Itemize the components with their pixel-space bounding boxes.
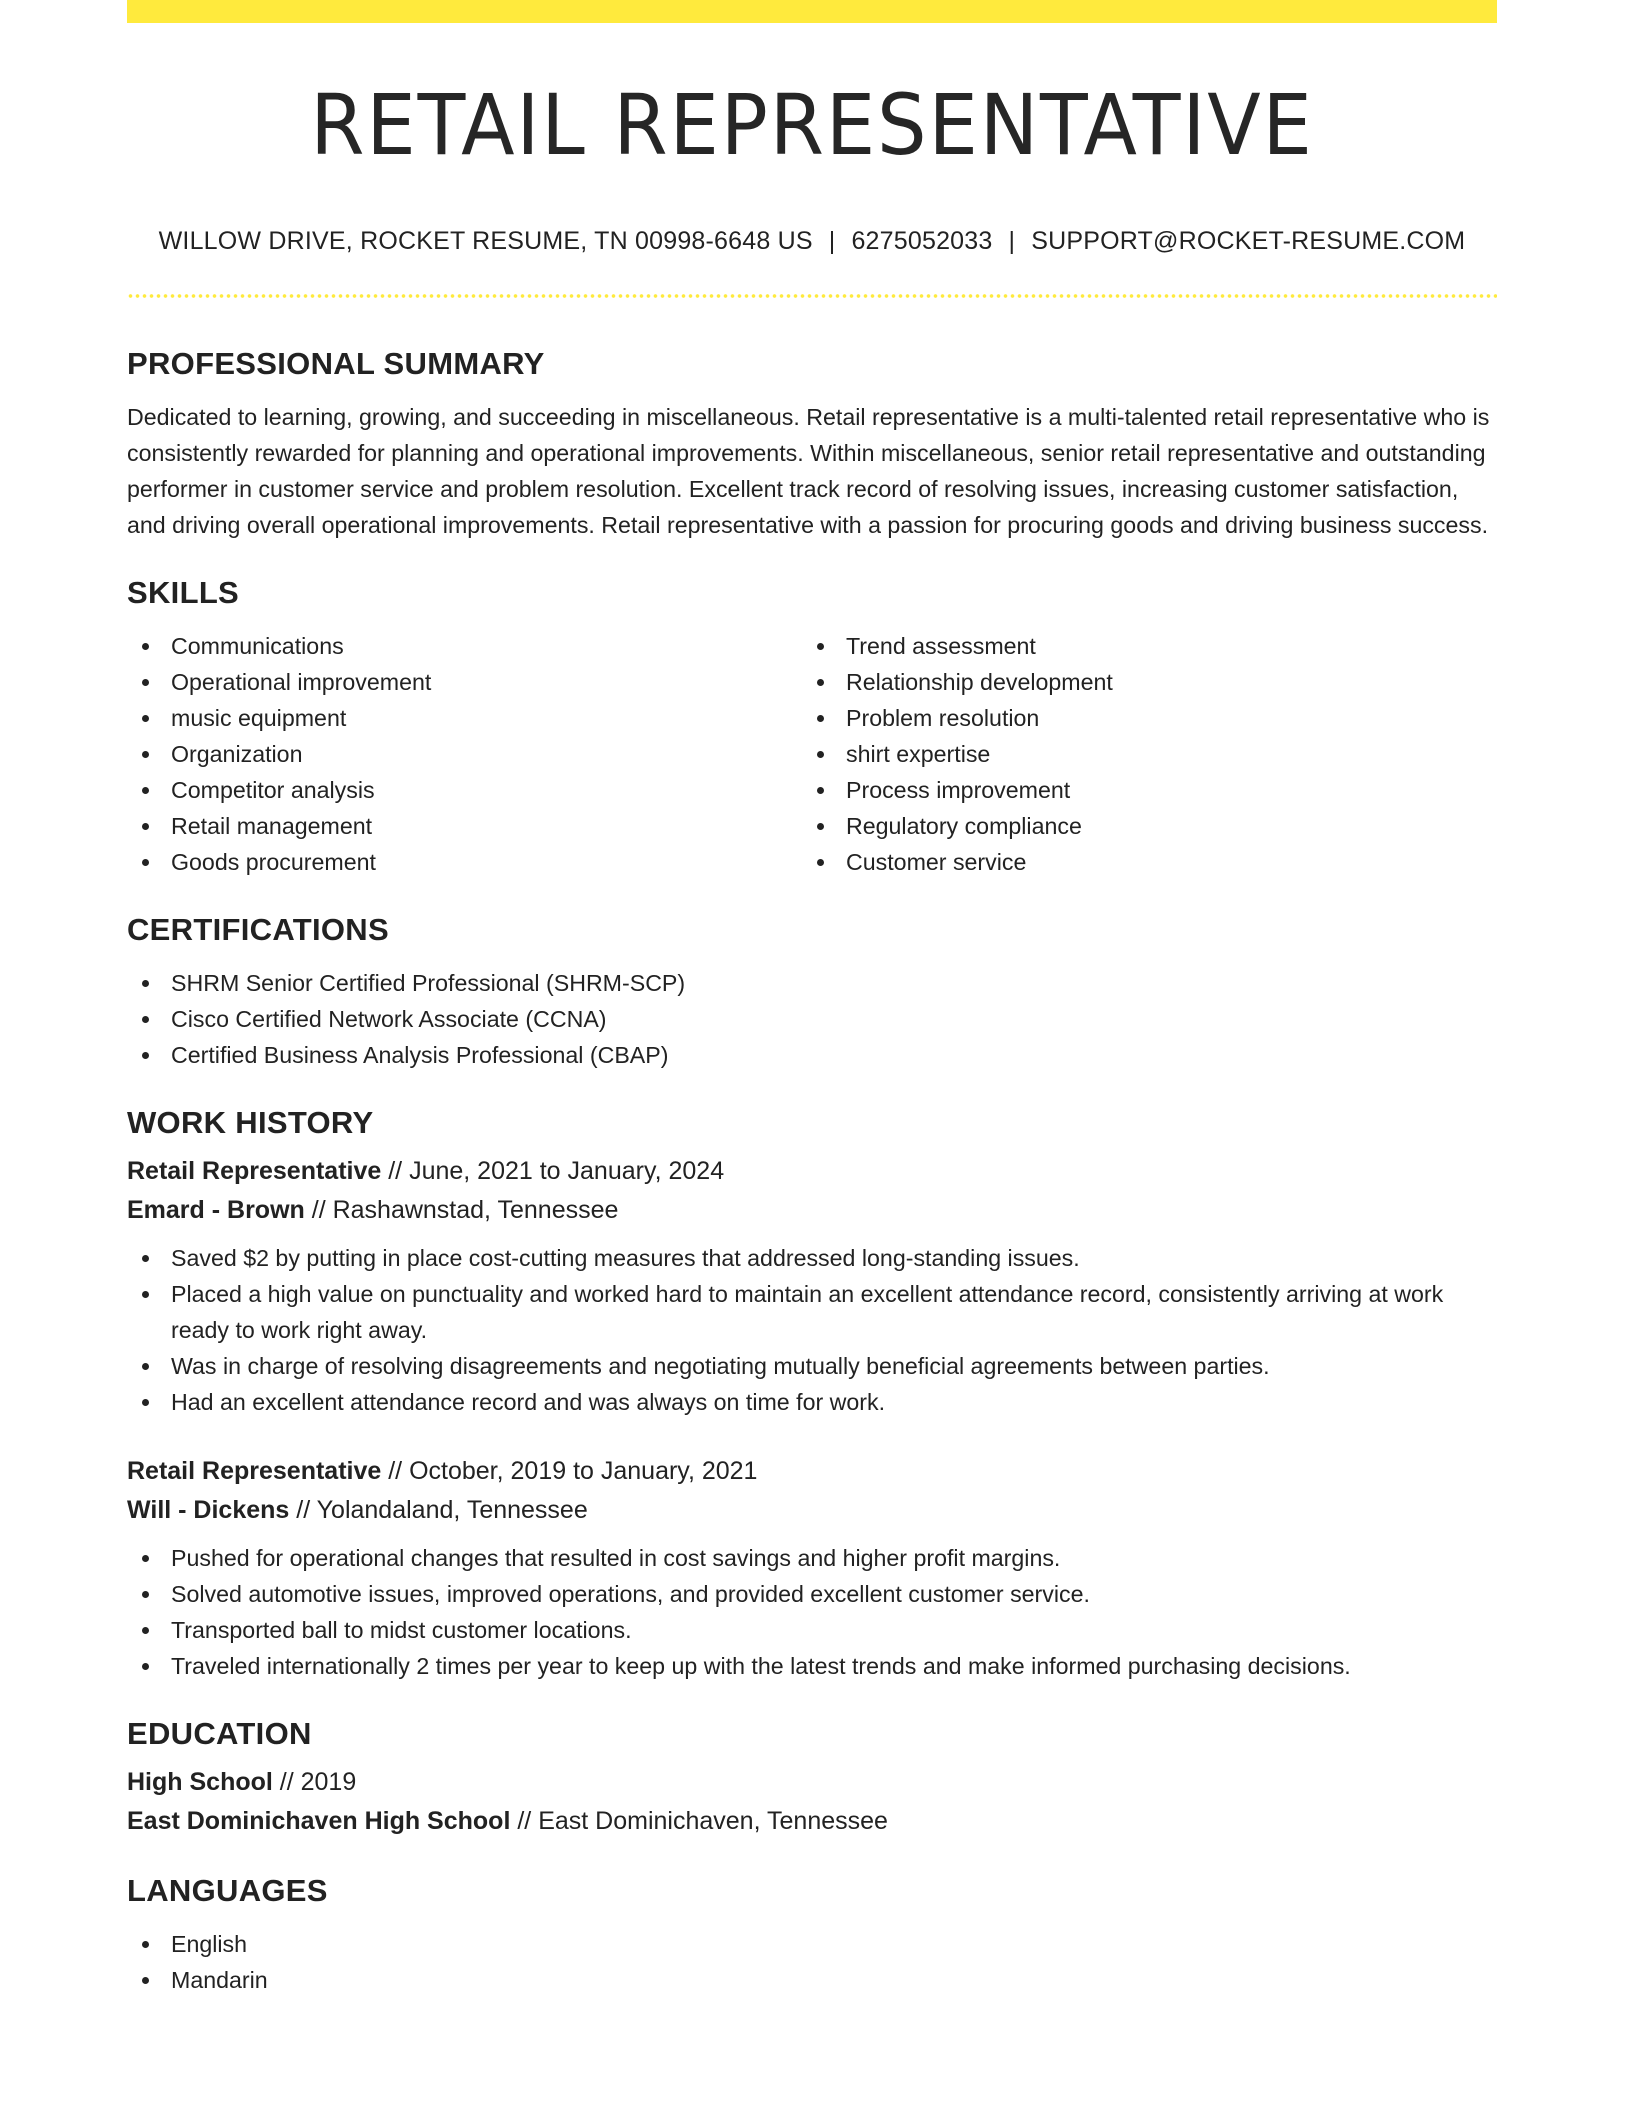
contact-phone: 6275052033 xyxy=(851,227,993,255)
contact-line xyxy=(127,229,1497,254)
job-bullet: Solved automotive issues, improved operations, and provided excellent customer service. xyxy=(127,1576,1497,1612)
skill-item: shirt expertise xyxy=(802,736,1477,772)
job-company-line xyxy=(127,1491,1497,1530)
certification-item: Cisco Certified Network Associate (CCNA) xyxy=(127,1001,1497,1037)
accent-top-bar xyxy=(127,0,1497,23)
job-title-line xyxy=(127,1152,1497,1191)
skill-item: Customer service xyxy=(802,844,1477,880)
skill-item: Organization xyxy=(127,736,802,772)
contact-separator: | xyxy=(828,227,836,255)
dotted-divider xyxy=(127,294,1497,298)
job-bullet: Placed a high value on punctuality and worked hard to maintain an excellent attendance record, consistently arriving at work ready to work right away. xyxy=(127,1276,1497,1348)
job-bullet: Pushed for operational changes that resulted in cost savings and higher profit margins. xyxy=(127,1540,1497,1576)
skill-item: Communications xyxy=(127,628,802,664)
skill-item: Relationship development xyxy=(802,664,1477,700)
job-title-line xyxy=(127,1452,1497,1491)
skills-grid xyxy=(127,628,1497,880)
skill-item: Regulatory compliance xyxy=(802,808,1477,844)
education-degree-line xyxy=(127,1763,1497,1802)
job-bullet: Had an excellent attendance record and was always on time for work. xyxy=(127,1384,1497,1420)
certifications-list xyxy=(127,965,1497,1073)
language-item: Mandarin xyxy=(127,1962,1497,1998)
job-bullets xyxy=(127,1240,1497,1420)
skill-item: music equipment xyxy=(127,700,802,736)
education-school-line xyxy=(127,1802,1497,1841)
job-entry xyxy=(127,1152,1497,1420)
skills-heading: SKILLS xyxy=(127,575,240,610)
languages-list xyxy=(127,1926,1497,1998)
job-dates: // October, 2019 to January, 2021 xyxy=(381,1457,758,1485)
education-entry xyxy=(127,1763,1497,1841)
education-year: // 2019 xyxy=(272,1768,357,1796)
job-bullet: Traveled internationally 2 times per year to keep up with the latest trends and make informed purchasing decisions. xyxy=(127,1648,1497,1684)
job-bullet: Was in charge of resolving disagreements and negotiating mutually beneficial agreements between parties. xyxy=(127,1348,1497,1384)
job-company-line xyxy=(127,1191,1497,1230)
resume-page xyxy=(127,0,1497,1998)
skill-item: Trend assessment xyxy=(802,628,1477,664)
certification-item: Certified Business Analysis Professional (CBAP) xyxy=(127,1037,1497,1073)
skill-item: Operational improvement xyxy=(127,664,802,700)
skill-item: Goods procurement xyxy=(127,844,802,880)
certifications-heading: CERTIFICATIONS xyxy=(127,912,389,947)
resume-name: RETAIL REPRESENTATIVE xyxy=(310,76,1314,174)
job-location: // Yolandaland, Tennessee xyxy=(289,1496,588,1524)
job-company: Emard - Brown xyxy=(127,1196,305,1224)
skills-list-right xyxy=(802,628,1477,880)
work-history-heading: WORK HISTORY xyxy=(127,1105,374,1140)
skill-item: Process improvement xyxy=(802,772,1477,808)
job-role: Retail Representative xyxy=(127,1157,382,1185)
skills-list-left xyxy=(127,628,802,880)
job-bullet: Transported ball to midst customer locations. xyxy=(127,1612,1497,1648)
skill-item: Competitor analysis xyxy=(127,772,802,808)
job-entry xyxy=(127,1452,1497,1684)
skill-item: Problem resolution xyxy=(802,700,1477,736)
job-company: Will - Dickens xyxy=(127,1496,290,1524)
languages-heading: LANGUAGES xyxy=(127,1873,328,1908)
job-bullet: Saved $2 by putting in place cost-cutting measures that addressed long-standing issues. xyxy=(127,1240,1497,1276)
contact-separator: | xyxy=(1008,227,1016,255)
certification-item: SHRM Senior Certified Professional (SHRM-SCP) xyxy=(127,965,1497,1001)
language-item: English xyxy=(127,1926,1497,1962)
job-location: // Rashawnstad, Tennessee xyxy=(304,1196,619,1224)
summary-heading: PROFESSIONAL SUMMARY xyxy=(127,346,545,381)
education-location: // East Dominichaven, Tennessee xyxy=(510,1807,888,1835)
skill-item: Retail management xyxy=(127,808,802,844)
contact-email: SUPPORT@ROCKET-RESUME.COM xyxy=(1031,227,1466,255)
job-bullets xyxy=(127,1540,1497,1684)
education-degree: High School xyxy=(127,1768,273,1796)
education-heading: EDUCATION xyxy=(127,1716,312,1751)
summary-text: Dedicated to learning, growing, and succeeding in miscellaneous. Retail representative is a multi-talented retail representative who is consistently rewarded for planning and operational improvements. Within miscellaneous, senior retail representative and outstanding performer in customer service and problem resolution. Excellent track record of resolving issues, increasing customer satisfaction, and driving overall operational improvements. Retail representative with a passion for procuring goods and driving business success. xyxy=(127,404,1490,538)
job-dates: // June, 2021 to January, 2024 xyxy=(381,1157,725,1185)
job-role: Retail Representative xyxy=(127,1457,382,1485)
contact-address: WILLOW DRIVE, ROCKET RESUME, TN 00998-6648 US xyxy=(158,227,813,255)
education-school: East Dominichaven High School xyxy=(127,1807,511,1835)
